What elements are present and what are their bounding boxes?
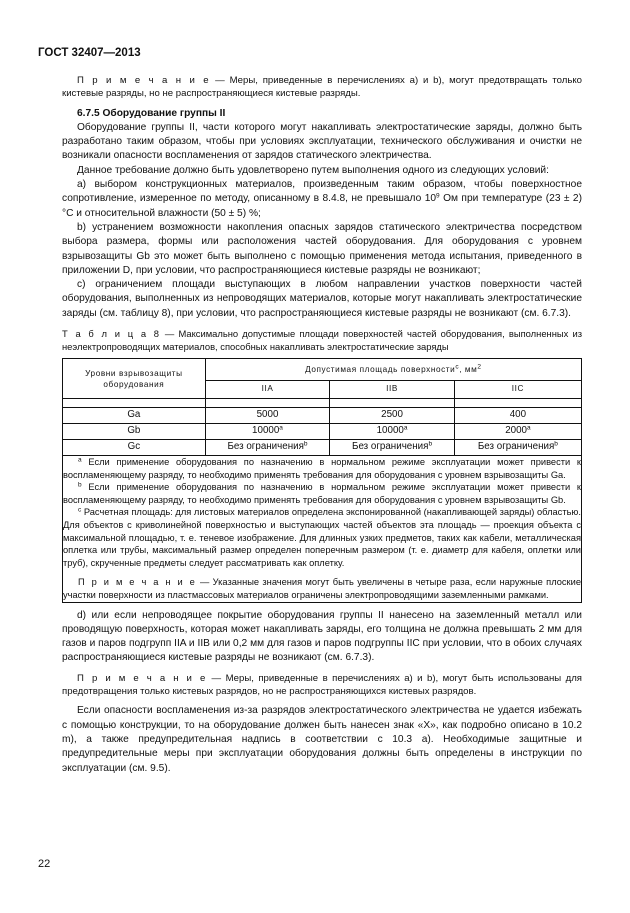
list-item-a-text-end: Ом при температуре (23 ± 2) °С и относительной влажности (50 ± 5) %;	[62, 193, 582, 219]
table-cell: Ga	[63, 408, 206, 424]
table-cell: 5000	[205, 408, 330, 424]
table-caption-label: Т а б л и ц а 8	[62, 328, 161, 340]
note-text: — Меры, приведенные в перечислениях а) и b), могут предотвращать только кистевые разряды, но не распространяющиеся кистевые разряды.	[62, 75, 582, 100]
note-paragraph-2	[62, 672, 582, 699]
page-content	[62, 74, 582, 776]
table-footnotes	[63, 456, 582, 603]
final-paragraph: Если опасности воспламенения из-за разрядов электростатического электричества не удается избежать с помощью конструкции, то на оборудование должен быть нанесен знак «Х», как подробно описано в 10.2 m), а также предупредительная надпись в соответствии с 10.3 а). Необходимые защитные и предупредительные меры при эксплуатации оборудования должны быть определены в инструкции по эксплуатации (см. 9.5).	[62, 705, 582, 774]
list-item-a	[62, 178, 582, 221]
section-heading: 6.7.5 Оборудование группы II	[77, 107, 226, 119]
section-paragraph: Оборудование группы II, части которого могут накапливать электростатические заряды, должно быть разработано таким образом, чтобы при условиях эксплуатации, технического обслуживания и очистки не возникали опасности воспламенения от зарядов статического электричества.	[62, 121, 582, 162]
footnote-b: $^b$ Если применение оборудования по назначению в нормальном режиме эксплуатации может привести к воспламеняющему разряду, то необходимо применять требования для оборудования с уровнем взрывозащиты Gb.	[63, 481, 581, 505]
table-cell: 2000$^a$	[454, 424, 581, 440]
table-cell: 2500	[330, 408, 455, 424]
note-paragraph	[62, 74, 582, 101]
table-subheader-iib: IIB	[330, 381, 455, 399]
list-item-a-text: а) выбором конструкционных материалов, произведенным таким образом, чтобы поверхностное сопротивление, измеренное по методу, описанному в 8.4.8, не превышало 10	[62, 179, 582, 205]
table-subheader-iia: IIA	[205, 381, 330, 399]
document-header: ГОСТ 32407—2013	[38, 47, 141, 59]
table-note: П р и м е ч а н и е — Указанные значения могут быть увеличены в четыре раза, если наружные плоские участки поверхности из пластмассовых материалов ограничены электропроводящими заземленными рамками.	[63, 577, 581, 600]
table-spacer-row	[63, 399, 582, 408]
table-caption-text: — Максимально допустимые площади поверхностей частей оборудования, выполненных из неэлектропроводящих материалов, способных накапливать электростатические заряды	[62, 328, 582, 353]
footnote-c: $^с$ Расчетная площадь: для листовых материалов определена экспонированной (накапливающей заряды) областью. Для объектов с криволинейной поверхностью и выступающих частей объектов эта площадь — проекция объекта с максимальной площадью, т. е. теневое изображение. Для длинных узких предметов, таких как кабели, металлическая оплетка или трубы, максимальный размер определен поперечным размером (т. е. диаметр для кабеля, оплетки или труб), скрученные предметы следует рассматривать как оплетку.	[63, 506, 581, 568]
section-paragraph: Данное требование должно быть удовлетворено путем выполнения одного из следующих условий:	[77, 164, 549, 176]
footnote-a: $^a$ Если применение оборудования по назначению в нормальном режиме эксплуатации может привести к воспламеняющему разряду, то необходимо применять требования для оборудования с уровнем взрывозащиты Ga.	[63, 456, 581, 480]
note-text: — Меры, приведенные в перечислениях а) и b), могут быть использованы для предотвращения только кистевых разрядов, но не распространяющихся кистевых разрядов.	[62, 672, 582, 698]
superscript: 9	[436, 192, 440, 200]
superscript: 2	[477, 363, 482, 371]
table-cell: 10000$^a$	[205, 424, 330, 440]
table-cell: 10000$^a$	[330, 424, 455, 440]
table-row	[63, 408, 582, 424]
table-row	[63, 440, 582, 456]
table-cell: Gc	[63, 440, 206, 456]
table-header-level: Уровни взрывозащиты оборудования	[63, 359, 206, 399]
note-label: П р и м е ч а н и е	[77, 672, 208, 684]
table-cell: Без ограничения$^b$	[205, 440, 330, 456]
table-caption	[62, 327, 582, 353]
table-header-area-text: Допустимая площадь поверхности	[305, 365, 456, 375]
page-number: 22	[38, 858, 51, 870]
table-cell: Gb	[63, 424, 206, 440]
table-header-area-unit: , мм	[459, 365, 478, 375]
superscript: с	[455, 363, 460, 371]
table-cell: Без ограничения$^b$	[454, 440, 581, 456]
table-cell: Без ограничения$^b$	[330, 440, 455, 456]
table-footnotes-row	[63, 456, 582, 603]
list-item-b: b) устранением возможности накопления опасных зарядов статического электричества посредством выбора размера, формы или расположения частей оборудования. Для оборудования с уровнем взрывозащиты Gb это может быть выполнено с помощью применения метода испытания, приведенного в приложении D, при условии, что распространяющиеся кистевые разряды не возникают;	[62, 221, 582, 276]
list-item-c: с) ограничением площади выступающих в любом направлении участков поверхности частей оборудования, выполненных из непроводящих материалов, которые могут накапливать электростатические заряды (см. таблицу 8), при условии, что распространяющиеся кистевые разряды не возникают (см. 6.7.3).	[62, 279, 582, 319]
note-label: П р и м е ч а н и е	[77, 75, 211, 86]
table-8	[62, 358, 582, 603]
list-item-d: d) или если непроводящее покрытие оборудования группы II нанесено на заземленный металл или проводящую поверхность, которая может накапливать заряды, его толщина не должна превышать 2 мм для газов и паров подгрупп IIA и IIB или 0,2 мм для газов и паров подгруппы IIC при условии, что в обоих случаях распространяющиеся кистевые разряды не возникают (см. 6.7.3).	[62, 609, 582, 664]
table-cell: 400	[454, 408, 581, 424]
table-header-area	[205, 359, 581, 381]
table-row	[63, 424, 582, 440]
table-subheader-iic: IIC	[454, 381, 581, 399]
